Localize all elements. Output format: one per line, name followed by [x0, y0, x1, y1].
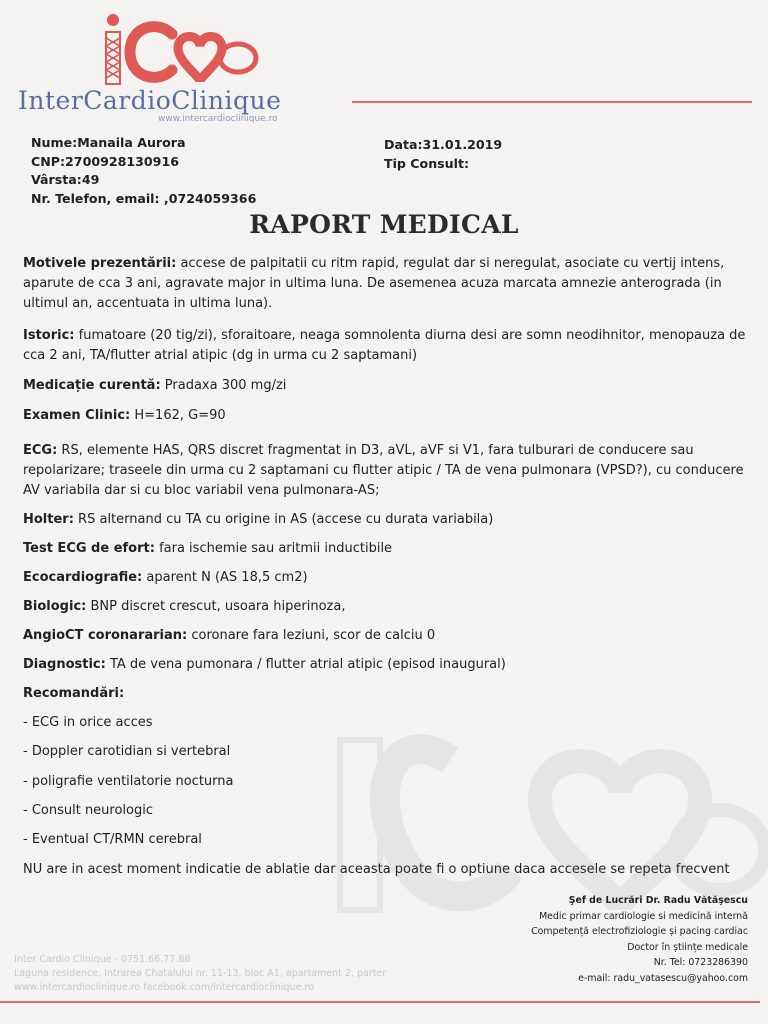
section-label: Holter:	[23, 512, 74, 527]
section-text: RS alternand cu TA cu origine in AS (accese cu durata variabila)	[73, 512, 494, 527]
header-divider	[352, 101, 752, 103]
section-angioct	[23, 626, 753, 646]
footer-line: Inter Cardio Clinique - 0751.66.77.88	[14, 954, 191, 965]
doctor-email: e-mail: radu_vatasescu@yahoo.com	[578, 972, 748, 984]
section-text: H=162, G=90	[130, 408, 226, 423]
doctor-phone: Nr. Tel: 0723286390	[653, 957, 748, 969]
recommendation-item: - ECG in orice acces	[23, 715, 153, 730]
patient-info	[31, 134, 256, 208]
section-recomandari-label: Recomandări:	[23, 686, 125, 701]
section-text: accese de palpitatii cu ritm rapid, regulat dar si neregulat, asociate cu vertij intens, aparute de cca 3 ani, agravate major in ultima luna. De asemenea acuza marcata amnezie anterograda (in ultimul an, accentuata in ultima luna).	[23, 256, 725, 311]
section-label: Motivele prezentării:	[23, 256, 177, 271]
brand-name: InterCardioClinique	[18, 86, 282, 115]
doctor-title: Medic primar cardiologie si medicină internă	[539, 910, 748, 922]
section-text: BNP discret crescut, usoara hiperinoza,	[86, 599, 346, 614]
patient-cnp: CNP:2700928130916	[31, 153, 179, 169]
section-label: Medicație curentă:	[23, 378, 161, 393]
footer-contact	[14, 953, 386, 995]
section-text: fumatoare (20 tig/zi), sforaitoare, neaga somnolenta diurna desi are somn neodihnitor, menopauza de cca 2 ani, TA/flutter atrial atipic (dg in urma cu 2 saptamani)	[23, 328, 746, 363]
section-text: aparent N (AS 18,5 cm2)	[142, 570, 308, 585]
recommendation-item: - Eventual CT/RMN cerebral	[23, 832, 202, 847]
section-examen	[23, 406, 753, 426]
patient-name: Nume:Manaila Aurora	[31, 135, 186, 150]
section-label: Examen Clinic:	[23, 408, 131, 423]
footer-divider	[0, 1001, 760, 1003]
recommendation-item: - Consult neurologic	[23, 803, 154, 818]
section-text: TA de vena pumonara / flutter atrial atipic (episod inaugural)	[105, 657, 506, 672]
patient-contact: Nr. Telefon, email: ,0724059366	[31, 190, 257, 206]
watermark-logo-icon	[320, 680, 768, 920]
doctor-degree: Doctor în științe medicale	[627, 941, 748, 953]
section-holter	[23, 510, 753, 530]
section-istoric	[23, 326, 753, 366]
patient-age: Vârsta:49	[31, 172, 100, 187]
conclusion-text: NU are in acest moment indicatie de ablatie dar aceasta poate fi o optiune daca accesele se repeta frecvent	[23, 862, 730, 877]
section-text: RS, elemente HAS, QRS discret fragmentat in D3, aVL, aVF si V1, fara tulburari de conducere sau repolarizare; traseele din urma cu 2 saptamani cu flutter atipic / TA de vena pulmonara (VPSD?), cu conducere AV variabila dar si cu bloc variabil vena pulmonara-AS;	[23, 443, 744, 498]
recommendation-item: - poligrafie ventilatorie nocturna	[23, 774, 234, 789]
doctor-signature-block	[531, 893, 748, 987]
section-biologic	[23, 597, 753, 617]
section-medicatie	[23, 376, 753, 396]
section-ecocardiografie	[23, 568, 753, 588]
section-label: Istoric:	[23, 328, 75, 343]
consult-type: Tip Consult:	[384, 155, 470, 171]
section-label: AngioCT coronararian:	[23, 628, 188, 643]
clinic-logo-icon	[100, 10, 260, 90]
section-motive	[23, 254, 753, 314]
section-label: Ecocardiografie:	[23, 570, 143, 585]
document-title: RAPORT MEDICAL	[249, 210, 519, 239]
consult-date: Data:31.01.2019	[384, 137, 503, 152]
section-text: Pradaxa 300 mg/zi	[160, 378, 287, 393]
section-test-efort	[23, 539, 753, 559]
section-text: fara ischemie sau aritmii inductibile	[154, 541, 393, 556]
section-ecg	[23, 441, 753, 501]
brand-website: www.intercardioclinique.ro	[158, 114, 278, 124]
section-label: Test ECG de efort:	[23, 541, 155, 556]
section-label: Biologic:	[23, 599, 87, 614]
section-text: coronare fara leziuni, scor de calciu 0	[187, 628, 436, 643]
recommendation-item: - Doppler carotidian si vertebral	[23, 744, 231, 759]
section-diagnostic	[23, 655, 753, 675]
footer-line: Laguna residence, Intrarea Chatalului nr. 11-13, bloc A1, apartament 2, parter	[14, 968, 387, 979]
footer-line: www.intercardioclinique.ro facebook.com/intercardioclinique.ro	[14, 982, 314, 993]
section-label: Diagnostic:	[23, 657, 106, 672]
section-label: ECG:	[23, 443, 58, 458]
doctor-name: Şef de Lucrări Dr. Radu Vătăşescu	[568, 895, 748, 906]
consult-info	[384, 136, 502, 173]
doctor-competence: Competență electrofiziologie și pacing cardiac	[531, 926, 748, 938]
